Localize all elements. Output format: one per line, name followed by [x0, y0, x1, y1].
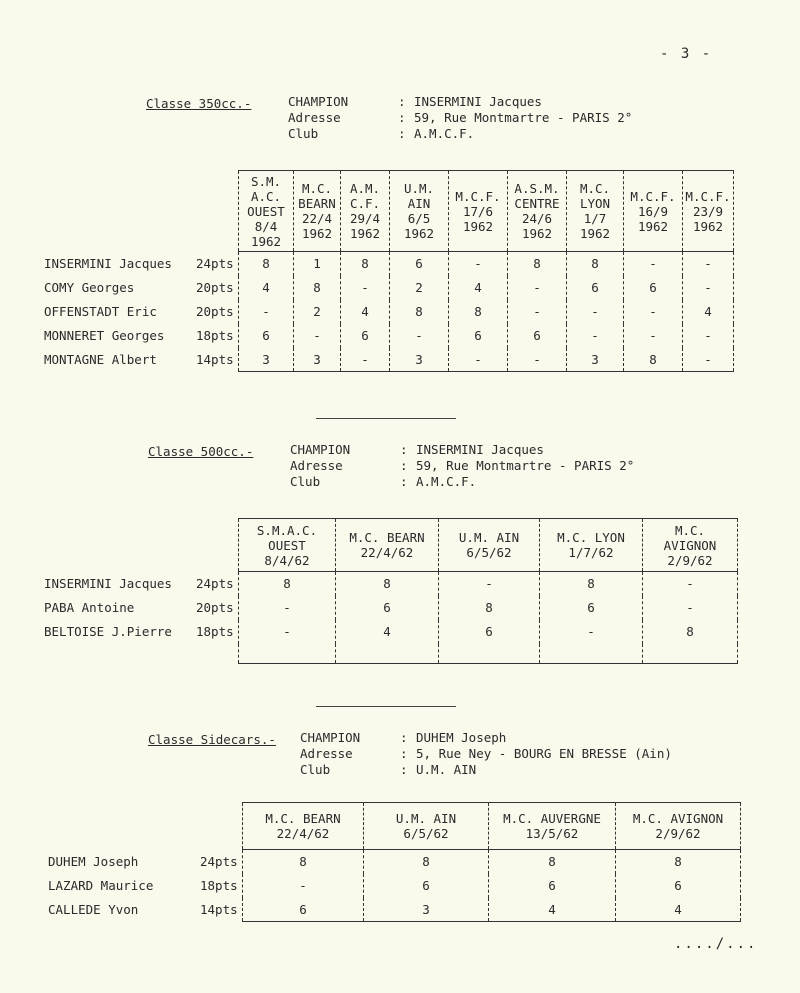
table-cell: 8: [336, 572, 439, 596]
column-header: [243, 803, 364, 850]
table-cell: 8: [449, 300, 508, 324]
text-span: [300, 746, 672, 762]
table-row: [44, 276, 734, 300]
text-span: 1/7 1962: [579, 211, 611, 241]
text-span: :: [400, 474, 408, 489]
section-title-350cc: Classe 350cc.-: [146, 96, 252, 111]
table-cell: 6: [540, 596, 643, 620]
table-row: [44, 348, 734, 372]
info-key: CHAMPION: [288, 94, 349, 109]
text-span: 24/6 1962: [521, 211, 553, 241]
table-cell: 8: [567, 252, 624, 276]
table-row: [44, 300, 734, 324]
table-cell: 24pts: [200, 854, 238, 869]
column-header: [390, 171, 449, 252]
text-span: A.S.M. CENTRE: [514, 181, 560, 211]
table-cell: -: [683, 324, 734, 348]
table-cell: 3: [390, 348, 449, 372]
text-span: M.C. AVIGNON: [663, 522, 717, 553]
table-cell: -: [683, 276, 734, 300]
text-span: [288, 126, 632, 142]
text-span: S.M. A.C. OUEST: [247, 173, 285, 219]
text-span: 2/9/62: [655, 826, 701, 841]
table-cell: -: [341, 276, 390, 300]
section-title-sidecars: Classe Sidecars.-: [148, 732, 276, 747]
table-cell: 6: [439, 620, 540, 644]
column-header: [239, 519, 336, 572]
table-cell: 18pts: [196, 624, 234, 639]
text-span: 22/4/62: [360, 545, 414, 560]
champion-club: A.M.C.F.: [416, 474, 477, 489]
table-cell: [336, 644, 439, 664]
table-header-row: [48, 803, 741, 850]
table-cell: -: [508, 300, 567, 324]
table-row: [44, 324, 734, 348]
text-span: :: [400, 746, 408, 761]
column-header: [439, 519, 540, 572]
text-span: 6/5/62: [466, 545, 512, 560]
text-span: 13/5/62: [525, 826, 579, 841]
champion-address: 59, Rue Montmartre - PARIS 2°: [414, 110, 633, 125]
table-cell: 20pts: [196, 280, 234, 295]
section-title-500cc: Classe 500cc.-: [148, 444, 254, 459]
table-cell: [196, 644, 239, 664]
column-header: [643, 519, 738, 572]
column-header: [616, 803, 741, 850]
section-divider: [316, 706, 456, 707]
text-span: [290, 458, 634, 474]
table-cell: 8: [341, 252, 390, 276]
info-key: Club: [288, 126, 319, 141]
text-span: [290, 442, 634, 458]
table-cell: [196, 519, 239, 572]
table-cell: 8: [239, 252, 294, 276]
table-cell: 4: [683, 300, 734, 324]
table-cell: 6: [616, 874, 741, 898]
table-cell: 6: [341, 324, 390, 348]
champion-club: U.M. AIN: [416, 762, 477, 777]
text-span: :: [398, 126, 406, 141]
info-block-500cc: [290, 442, 634, 490]
table-cell: -: [540, 620, 643, 644]
column-header: [341, 171, 390, 252]
table-cell: 6: [508, 324, 567, 348]
table-cell: INSERMINI Jacques: [44, 256, 172, 271]
table-row: [48, 874, 741, 898]
table-cell: 4: [489, 898, 616, 922]
table-cell: DUHEM Joseph: [48, 854, 139, 869]
table-header-row: [44, 519, 738, 572]
results-table-sidecars: [48, 802, 741, 922]
table-cell: -: [449, 252, 508, 276]
results-table-350cc: [44, 170, 734, 372]
section-divider: [316, 418, 456, 419]
table-cell: -: [624, 324, 683, 348]
table-cell: -: [239, 596, 336, 620]
info-key: Club: [290, 474, 321, 489]
text-span: :: [398, 110, 406, 125]
text-span: U.M. AIN: [403, 181, 435, 211]
table-cell: 8: [540, 572, 643, 596]
champion-name: INSERMINI Jacques: [416, 442, 544, 457]
table-cell: -: [567, 324, 624, 348]
table-cell: 2: [294, 300, 341, 324]
table-cell: -: [683, 348, 734, 372]
table-cell: -: [294, 324, 341, 348]
table-cell: 8: [489, 850, 616, 874]
text-span: 22/4/62: [276, 826, 330, 841]
table-cell: -: [508, 348, 567, 372]
text-span: M.C. LYON: [579, 181, 611, 211]
table-cell: -: [643, 596, 738, 620]
column-header: [239, 171, 294, 252]
text-span: :: [400, 458, 408, 473]
table-cell: MONNERET Georges: [44, 328, 165, 343]
table-cell: -: [624, 300, 683, 324]
table-cell: 6: [449, 324, 508, 348]
table-cell: -: [239, 620, 336, 644]
table-cell: 6: [567, 276, 624, 300]
table-cell: INSERMINI Jacques: [44, 576, 172, 591]
table-cell: 8: [616, 850, 741, 874]
table-cell: 6: [390, 252, 449, 276]
table-cell: 20pts: [196, 304, 234, 319]
text-span: [290, 474, 634, 490]
table-cell: -: [683, 252, 734, 276]
table-cell: 3: [567, 348, 624, 372]
table-cell: 8: [439, 596, 540, 620]
text-span: :: [398, 94, 406, 109]
table-cell: 8: [243, 850, 364, 874]
table-cell: 14pts: [200, 902, 238, 917]
info-key: Adresse: [300, 746, 353, 761]
champion-name: DUHEM Joseph: [416, 730, 507, 745]
table-cell: 8: [239, 572, 336, 596]
table-cell: 3: [294, 348, 341, 372]
text-span: 8/4/62: [264, 552, 310, 568]
table-cell: 20pts: [196, 600, 234, 615]
table-cell: 3: [364, 898, 489, 922]
table-cell: 8: [390, 300, 449, 324]
table-row: [48, 898, 741, 922]
table-cell: [239, 644, 336, 664]
table-cell: OFFENSTADT Eric: [44, 304, 157, 319]
text-span: M.C. AUVERGNE: [503, 811, 601, 826]
text-span: [300, 762, 672, 778]
text-span: M.C. BEARN: [349, 530, 425, 545]
results-table-500cc: [44, 518, 738, 664]
text-span: 6/5 1962: [403, 211, 435, 241]
info-key: CHAMPION: [290, 442, 351, 457]
text-span: 16/9 1962: [637, 203, 669, 234]
text-span: 17/6 1962: [462, 203, 494, 234]
champion-club: A.M.C.F.: [414, 126, 475, 141]
text-span: :: [400, 762, 408, 777]
champion-address: 5, Rue Ney - BOURG EN BRESSE (Ain): [416, 746, 672, 761]
text-span: S.M.A.C. OUEST: [256, 522, 318, 553]
table-cell: 6: [364, 874, 489, 898]
table-cell: [196, 171, 239, 252]
table-cell: 14pts: [196, 352, 234, 367]
table-cell: -: [624, 252, 683, 276]
column-header: [683, 171, 734, 252]
info-key: CHAMPION: [300, 730, 361, 745]
table-cell: [643, 644, 738, 664]
text-span: 22/4 1962: [301, 211, 333, 241]
table-cell: 18pts: [196, 328, 234, 343]
table-cell: -: [439, 572, 540, 596]
table-row: [44, 644, 738, 664]
table-cell: 8: [294, 276, 341, 300]
table-cell: COMY Georges: [44, 280, 135, 295]
table-cell: PABA Antoine: [44, 600, 135, 615]
page-number: - 3 -: [660, 46, 713, 62]
table-cell: -: [239, 300, 294, 324]
champion-address: 59, Rue Montmartre - PARIS 2°: [416, 458, 635, 473]
column-header: [567, 171, 624, 252]
info-block-350cc: [288, 94, 632, 142]
table-row: [44, 252, 734, 276]
champion-name: INSERMINI Jacques: [414, 94, 542, 109]
text-span: :: [400, 442, 408, 457]
table-cell: CALLEDE Yvon: [48, 902, 139, 917]
table-cell: -: [243, 874, 364, 898]
text-span: 2/9/62: [667, 552, 713, 568]
table-cell: 4: [616, 898, 741, 922]
table-cell: 24pts: [196, 256, 234, 271]
table-cell: -: [643, 572, 738, 596]
text-span: M.C.F.: [455, 188, 501, 204]
table-cell: 6: [239, 324, 294, 348]
table-row: [44, 596, 738, 620]
text-span: M.C. BEARN: [265, 811, 341, 826]
info-block-sidecars: [300, 730, 672, 778]
table-cell: MONTAGNE Albert: [44, 352, 157, 367]
table-cell: [44, 644, 196, 664]
table-cell: 24pts: [196, 576, 234, 591]
table-cell: 8: [364, 850, 489, 874]
table-row: [48, 850, 741, 874]
info-key: Adresse: [288, 110, 341, 125]
text-span: [288, 94, 632, 110]
table-cell: 4: [239, 276, 294, 300]
text-span: A.M. C.F.: [349, 181, 381, 211]
table-cell: -: [508, 276, 567, 300]
table-cell: [44, 519, 196, 572]
column-header: [540, 519, 643, 572]
column-header: [508, 171, 567, 252]
table-cell: 8: [624, 348, 683, 372]
text-span: 23/9 1962: [692, 203, 724, 234]
table-cell: 8: [643, 620, 738, 644]
table-cell: -: [390, 324, 449, 348]
column-header: [336, 519, 439, 572]
text-span: U.M. AIN: [395, 811, 457, 826]
table-cell: [48, 803, 200, 850]
table-cell: BELTOISE J.Pierre: [44, 624, 172, 639]
text-span: M.C. AVIGNON: [632, 811, 724, 826]
table-cell: [44, 171, 196, 252]
column-header: [364, 803, 489, 850]
table-cell: 6: [243, 898, 364, 922]
text-span: [300, 730, 672, 746]
table-cell: 6: [489, 874, 616, 898]
table-cell: -: [567, 300, 624, 324]
info-key: Adresse: [290, 458, 343, 473]
table-row: [44, 572, 738, 596]
column-header: [294, 171, 341, 252]
table-cell: LAZARD Maurice: [48, 878, 154, 893]
text-span: M.C. BEARN: [298, 181, 336, 211]
text-span: M.C. LYON: [557, 530, 625, 545]
text-span: U.M. AIN: [458, 530, 520, 545]
table-cell: 4: [341, 300, 390, 324]
table-cell: -: [341, 348, 390, 372]
text-span: M.C.F.: [685, 188, 731, 204]
table-cell: [439, 644, 540, 664]
text-span: 29/4 1962: [349, 211, 381, 241]
text-span: M.C.F.: [630, 188, 676, 204]
column-header: [489, 803, 616, 850]
table-cell: -: [449, 348, 508, 372]
continuation-mark: ..../...: [674, 936, 758, 952]
table-cell: 18pts: [200, 878, 238, 893]
text-span: [288, 110, 632, 126]
table-row: [44, 620, 738, 644]
table-cell: 4: [336, 620, 439, 644]
table-cell: [540, 644, 643, 664]
table-cell: 6: [336, 596, 439, 620]
text-span: :: [400, 730, 408, 745]
table-cell: 1: [294, 252, 341, 276]
column-header: [449, 171, 508, 252]
text-span: 8/4 1962: [250, 218, 282, 249]
table-cell: [200, 803, 243, 850]
table-cell: 6: [624, 276, 683, 300]
table-cell: 8: [508, 252, 567, 276]
text-span: 6/5/62: [403, 826, 449, 841]
table-cell: 3: [239, 348, 294, 372]
table-header-row: [44, 171, 734, 252]
table-cell: 2: [390, 276, 449, 300]
table-cell: 4: [449, 276, 508, 300]
info-key: Club: [300, 762, 331, 777]
column-header: [624, 171, 683, 252]
text-span: 1/7/62: [568, 545, 614, 560]
